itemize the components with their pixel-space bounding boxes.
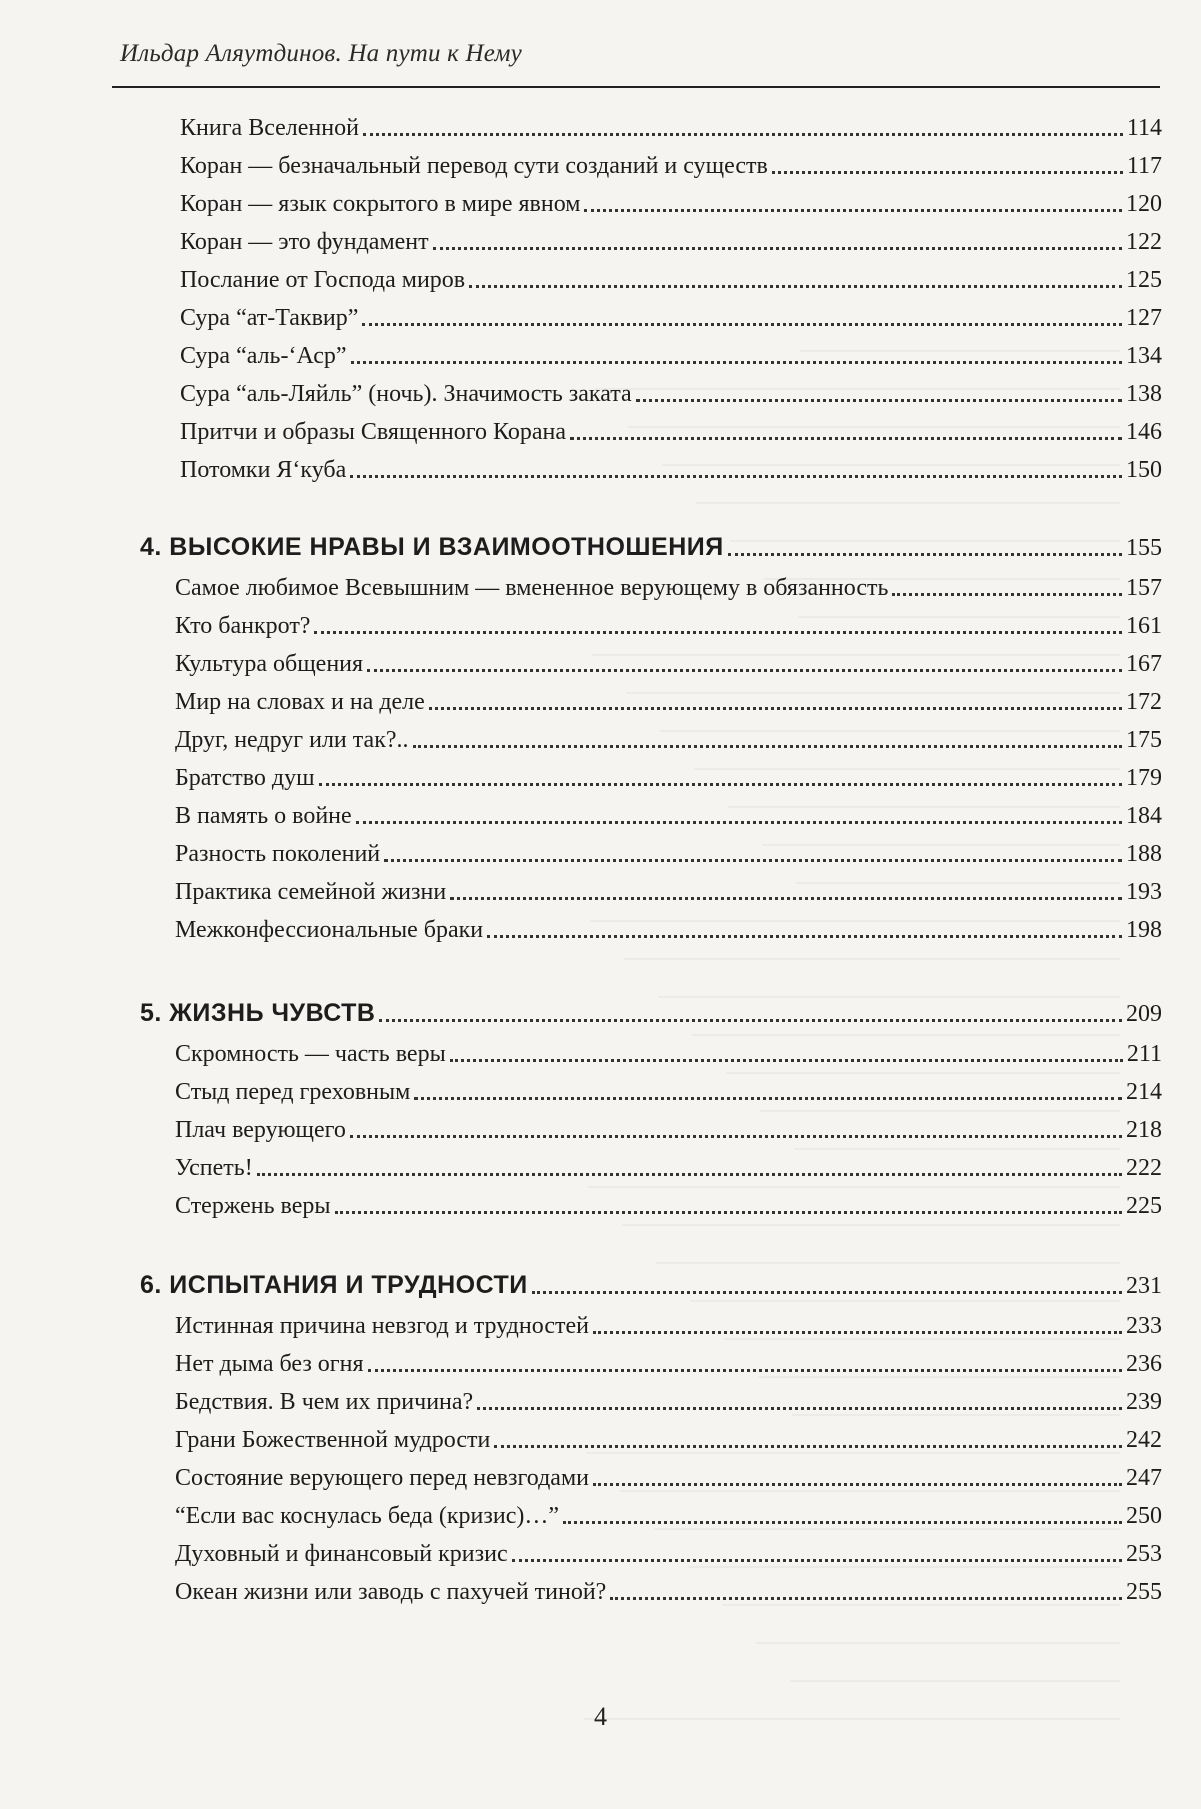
toc-page-number: 161 <box>1126 613 1162 639</box>
toc-page-number: 253 <box>1126 1541 1162 1567</box>
toc-entry-title: Стыд перед греховным <box>175 1079 411 1105</box>
dot-leader <box>350 475 1122 478</box>
toc-section-row <box>140 524 1162 560</box>
toc-entry-row <box>175 1106 1162 1142</box>
toc-entry-row <box>175 754 1162 790</box>
toc-entry-title: Стержень веры <box>175 1193 331 1219</box>
toc-page-number: 236 <box>1126 1351 1162 1377</box>
dot-leader <box>477 1407 1122 1410</box>
toc-entry-title: Успеть! <box>175 1155 253 1181</box>
dot-leader <box>532 1291 1122 1294</box>
toc-page-number: 242 <box>1126 1427 1162 1453</box>
toc-page-number: 157 <box>1126 575 1162 601</box>
toc-entry-row <box>175 792 1162 828</box>
toc-entry-title: В память о войне <box>175 803 352 829</box>
toc-page-number: 222 <box>1126 1155 1162 1181</box>
dot-leader <box>593 1483 1122 1486</box>
toc-entry-title: Плач верующего <box>175 1117 346 1143</box>
toc-entry-row <box>180 180 1162 216</box>
toc-entry-row <box>175 640 1162 676</box>
dot-leader <box>314 631 1122 634</box>
toc-entry-title: Разность поколений <box>175 841 381 867</box>
toc-page-number: 155 <box>1126 535 1162 561</box>
toc-entry-row <box>175 1030 1162 1066</box>
toc-page-number: 172 <box>1126 689 1162 715</box>
toc-entry-title: Самое любимое Всевышним — вмененное верующему в обязанность <box>175 575 889 601</box>
toc-entry-title: Братство душ <box>175 765 315 791</box>
toc-page-number: 218 <box>1126 1117 1162 1143</box>
toc-page-number: 255 <box>1126 1579 1162 1605</box>
toc-entry-row <box>175 564 1162 600</box>
toc-entry-row <box>175 1492 1162 1528</box>
toc-entry-row <box>175 1454 1162 1490</box>
toc-section-title: 4. ВЫСОКИЕ НРАВЫ И ВЗАИМООТНОШЕНИЯ <box>140 533 724 561</box>
toc-page-number: 146 <box>1126 419 1162 445</box>
toc-page-number: 209 <box>1126 1001 1162 1027</box>
running-head: Ильдар Аляутдинов. На пути к Нему <box>120 40 522 67</box>
toc-entry-row <box>180 294 1162 330</box>
toc-entry-title: Сура “аль-‘Аср” <box>180 343 347 369</box>
toc-entry-row <box>175 602 1162 638</box>
toc-entry-row <box>180 370 1162 406</box>
toc-section-title: 5. ЖИЗНЬ ЧУВСТВ <box>140 999 376 1027</box>
toc-entry-title: Коран — язык сокрытого в мире явном <box>180 191 581 217</box>
toc-entry-title: Книга Вселенной <box>180 115 359 141</box>
toc-page-number: 193 <box>1126 879 1162 905</box>
toc-section-title: 6. ИСПЫТАНИЯ И ТРУДНОСТИ <box>140 1271 528 1299</box>
toc-entry-title: Бедствия. В чем их причина? <box>175 1389 474 1415</box>
toc-page-number: 179 <box>1126 765 1162 791</box>
dot-leader <box>636 399 1122 402</box>
toc-entry-title: Нет дыма без огня <box>175 1351 364 1377</box>
dot-leader <box>892 593 1122 596</box>
toc-entry-row <box>180 218 1162 254</box>
toc-page-number: 175 <box>1126 727 1162 753</box>
toc-page-number: 247 <box>1126 1465 1162 1491</box>
toc-entry-title: Истинная причина невзгод и трудностей <box>175 1313 589 1339</box>
toc-entry-title: Притчи и образы Священного Корана <box>180 419 566 445</box>
dot-leader <box>351 361 1122 364</box>
toc-entry-row <box>175 678 1162 714</box>
dot-leader <box>584 209 1122 212</box>
toc-entry-row <box>180 104 1162 140</box>
toc-page-number: 150 <box>1126 457 1162 483</box>
dot-leader <box>494 1445 1122 1448</box>
toc-page-number: 134 <box>1126 343 1162 369</box>
dot-leader <box>335 1211 1122 1214</box>
toc-entry-row <box>175 868 1162 904</box>
toc-entry-title: Послание от Господа миров <box>180 267 466 293</box>
dot-leader <box>384 859 1122 862</box>
toc-entry-row <box>175 1568 1162 1604</box>
toc-page-number: 198 <box>1126 917 1162 943</box>
toc-entry-row <box>175 906 1162 942</box>
toc-entry-title: Сура “ат-Таквир” <box>180 305 359 331</box>
toc-entry-title: Коран — это фундамент <box>180 229 429 255</box>
toc-page-number: 167 <box>1126 651 1162 677</box>
dot-leader <box>728 553 1122 556</box>
toc-entry-row <box>175 1068 1162 1104</box>
toc-page-number: 114 <box>1126 115 1162 141</box>
toc-entry-title: Культура общения <box>175 651 364 677</box>
toc-section-row <box>140 990 1162 1026</box>
dot-leader <box>593 1331 1122 1334</box>
toc-page-number: 188 <box>1126 841 1162 867</box>
toc-entry-title: Скромность — часть веры <box>175 1041 446 1067</box>
toc-entry-title: Мир на словах и на деле <box>175 689 425 715</box>
toc-entry-row <box>175 1302 1162 1338</box>
toc-entry-title: Духовный и финансовый кризис <box>175 1541 508 1567</box>
toc-entry-title: Друг, недруг или так?.. <box>175 727 409 753</box>
dot-leader <box>570 437 1122 440</box>
toc-entry-title: Практика семейной жизни <box>175 879 447 905</box>
dot-leader <box>433 247 1122 250</box>
dot-leader <box>610 1597 1122 1600</box>
toc-page-number: 214 <box>1126 1079 1162 1105</box>
toc-page-number: 233 <box>1126 1313 1162 1339</box>
toc-page-number: 211 <box>1126 1041 1162 1067</box>
toc-page-number: 231 <box>1126 1273 1162 1299</box>
toc-entry-row <box>180 408 1162 444</box>
toc-page-number: 122 <box>1126 229 1162 255</box>
dot-leader <box>450 897 1122 900</box>
toc-entry-title: Кто банкрот? <box>175 613 311 639</box>
dot-leader <box>257 1173 1122 1176</box>
toc-entry-title: Межконфессиональные браки <box>175 917 484 943</box>
toc-page-number: 239 <box>1126 1389 1162 1415</box>
toc-entry-title: Океан жизни или заводь с пахучей тиной? <box>175 1579 607 1605</box>
dot-leader <box>512 1559 1122 1562</box>
dot-leader <box>772 171 1123 174</box>
page-number: 4 <box>594 1702 607 1731</box>
toc-entry-title: Потомки Я‘куба <box>180 457 347 483</box>
toc-entry-row <box>175 1182 1162 1218</box>
toc-entry-row <box>175 1340 1162 1376</box>
toc-page-number: 225 <box>1126 1193 1162 1219</box>
dot-leader <box>319 783 1122 786</box>
toc-entry-title: Сура “аль-Ляйль” (ночь). Значимость заката <box>180 381 632 407</box>
toc-entry-title: Коран — безначальный перевод сути созданий и существ <box>180 153 768 179</box>
dot-leader <box>429 707 1122 710</box>
toc-section-row <box>140 1262 1162 1298</box>
toc-page-number: 120 <box>1126 191 1162 217</box>
dot-leader <box>363 133 1123 136</box>
toc-entry-row <box>175 1378 1162 1414</box>
dot-leader <box>367 669 1122 672</box>
toc-entry-row <box>175 1416 1162 1452</box>
dot-leader <box>469 285 1122 288</box>
dot-leader <box>413 745 1122 748</box>
toc-entry-title: “Если вас коснулась беда (кризис)…” <box>175 1503 560 1529</box>
dot-leader <box>350 1135 1122 1138</box>
toc-page-number: 250 <box>1126 1503 1162 1529</box>
dot-leader <box>563 1521 1122 1524</box>
toc-page-number: 117 <box>1126 153 1162 179</box>
dot-leader <box>368 1369 1122 1372</box>
toc-entry-row <box>180 256 1162 292</box>
toc-entry-row <box>175 1144 1162 1180</box>
toc-entry-row <box>175 1530 1162 1566</box>
dot-leader <box>356 821 1122 824</box>
toc-page-number: 138 <box>1126 381 1162 407</box>
toc-page-number: 184 <box>1126 803 1162 829</box>
dot-leader <box>362 323 1122 326</box>
dot-leader <box>450 1059 1123 1062</box>
toc-entry-title: Грани Божественной мудрости <box>175 1427 491 1453</box>
dot-leader <box>414 1097 1122 1100</box>
toc-entry-row <box>180 332 1162 368</box>
toc-entry-row <box>180 446 1162 482</box>
dot-leader <box>379 1019 1122 1022</box>
toc-entry-row <box>175 716 1162 752</box>
toc-page-number: 127 <box>1126 305 1162 331</box>
toc-page-number: 125 <box>1126 267 1162 293</box>
toc-entry-row <box>180 142 1162 178</box>
toc-entry-title: Состояние верующего перед невзгодами <box>175 1465 589 1491</box>
toc-entry-row <box>175 830 1162 866</box>
dot-leader <box>487 935 1122 938</box>
